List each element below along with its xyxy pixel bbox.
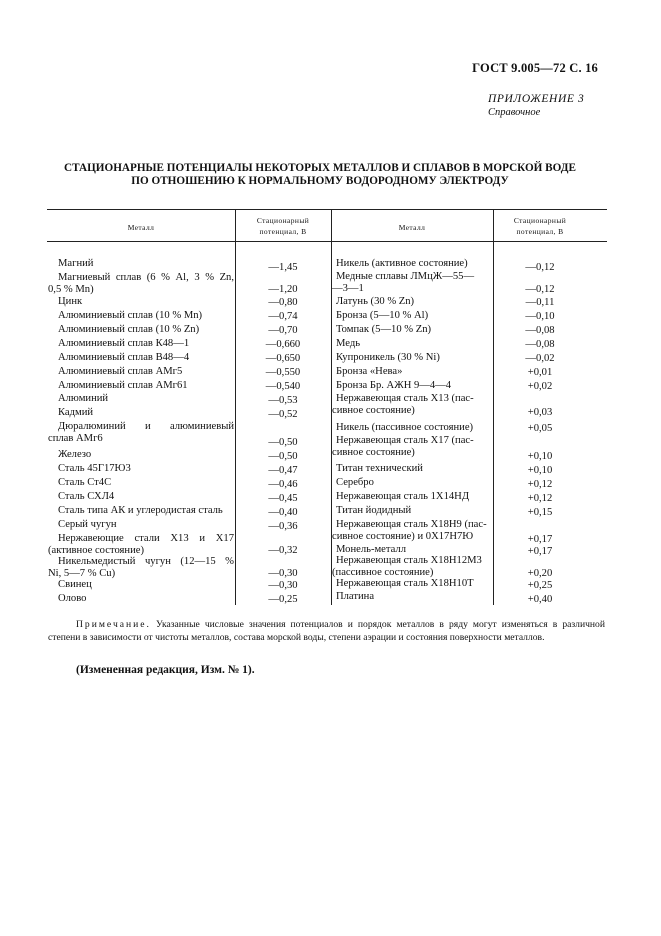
right-metal-name-line: Нержавеющая сталь 1Х14НД [336, 491, 470, 502]
left-potential-value: —0,50 [268, 437, 298, 448]
right-potential-value: +0,10 [527, 451, 553, 462]
left-potential-value: —0,540 [265, 381, 301, 392]
left-metal-name [48, 556, 234, 579]
left-metal-name-line: Цинк [58, 296, 83, 307]
right-metal-name-line: Нержавеющая сталь Х18Н10Т [336, 578, 474, 589]
left-metal-name [48, 272, 234, 295]
right-metal-name-line: Купроникель (30 % Ni) [336, 352, 440, 363]
right-metal-name-line: Никель (активное состояние) [336, 258, 468, 269]
right-metal-name-line: Нержавеющая сталь Х18Н12М3 [336, 555, 482, 566]
right-potential-value: +0,17 [527, 534, 553, 545]
table-title [40, 162, 600, 188]
left-metal-name-line: Олово [58, 593, 87, 604]
title-line-1: СТАЦИОНАРНЫЕ ПОТЕНЦИАЛЫ НЕКОТОРЫХ МЕТАЛЛОВ И СПЛАВОВ В МОРСКОЙ ВОДЕ [64, 162, 576, 174]
left-potential-value: —0,30 [268, 568, 298, 579]
left-metal-name-line: Алюминиевый сплав В48—4 [58, 352, 190, 363]
left-metal-name-line: Алюминиевый сплав К48—1 [58, 338, 190, 349]
right-metal-name [336, 463, 492, 475]
left-metal-name [48, 421, 234, 444]
left-metal-name-line: Нержавеющие стали Х13 и Х17 [58, 533, 234, 544]
left-potential-value: —1,20 [268, 284, 298, 295]
left-metal-name [58, 338, 234, 350]
right-metal-name [336, 491, 492, 503]
left-metal-name-line: Никельмедистый чугун (12—15 % [58, 556, 234, 567]
right-metal-name [332, 519, 492, 542]
left-potential-value: —0,53 [268, 395, 298, 406]
left-potential-value: —0,46 [268, 479, 298, 490]
right-potential-value: —0,08 [525, 325, 555, 336]
right-potential-value: —0,10 [525, 311, 555, 322]
left-metal-name [58, 477, 234, 489]
right-potential-value: +0,15 [527, 507, 553, 518]
right-metal-name-line: сивное состояние) [332, 404, 415, 416]
left-potential-value: —0,47 [268, 465, 298, 476]
note [48, 619, 605, 644]
left-metal-name-line: Сталь СХЛ4 [58, 491, 115, 502]
left-potential-value: —0,74 [268, 311, 298, 322]
left-metal-name [58, 579, 234, 591]
left-potential-value: —0,70 [268, 325, 298, 336]
right-metal-name [336, 338, 492, 350]
left-metal-name-line: Алюминий [58, 393, 109, 404]
right-metal-name-line: Бронза Бр. АЖН 9—4—4 [336, 380, 452, 391]
left-metal-name-line: Алюминиевый сплав (10 % Mn) [58, 310, 203, 321]
left-metal-name [58, 519, 234, 531]
right-metal-name-line: Серебро [336, 477, 374, 488]
left-potential-value: —0,52 [268, 409, 298, 420]
right-metal-name-line: Латунь (30 % Zn) [336, 296, 415, 307]
document-reference: ГОСТ 9.005—72 С. 16 [472, 61, 598, 75]
header-metal-right: Металл [398, 223, 426, 232]
appendix-type: Справочное [488, 107, 541, 118]
title-line-2: ПО ОТНОШЕНИЮ К НОРМАЛЬНОМУ ВОДОРОДНОМУ ЭЛЕКТРОДУ [131, 175, 509, 187]
right-metal-name [336, 258, 492, 270]
left-metal-name [58, 407, 234, 419]
left-metal-name-line: сплав АМг6 [48, 432, 103, 444]
right-potential-value: +0,02 [527, 381, 553, 392]
left-metal-name-line: Кадмий [58, 407, 94, 418]
right-metal-name [332, 435, 492, 458]
amendment-note: (Измененная редакция, Изм. № 1). [76, 664, 255, 676]
left-metal-name [58, 393, 234, 405]
right-metal-name-line: Монель-металл [336, 544, 407, 555]
right-metal-name-line: Медные сплавы ЛМцЖ—55— [336, 271, 475, 282]
right-potential-value: +0,12 [527, 479, 553, 490]
left-metal-name-line: Серый чугун [58, 519, 117, 530]
right-metal-name-line: Нержавеющая сталь Х17 (пас- [336, 435, 474, 446]
right-potential-value: +0,25 [527, 580, 553, 591]
right-metal-name-line: Титан йодидный [336, 505, 412, 516]
right-potential-value: +0,40 [527, 594, 553, 605]
right-metal-name-line: сивное состояние) и 0Х17Н7Ю [332, 530, 474, 542]
right-metal-name-line: Нержавеющая сталь Х13 (пас- [336, 393, 474, 404]
left-potential-value: —0,36 [268, 521, 298, 532]
right-potential-value: +0,03 [527, 407, 553, 418]
right-metal-name-line: Томпак (5—10 % Zn) [336, 324, 432, 335]
right-metal-name-line: Никель (пассивное состояние) [336, 422, 474, 433]
header-metal-left: Металл [127, 223, 155, 232]
note-label: Примечание. [76, 619, 151, 630]
left-metal-name [58, 593, 234, 605]
left-potential-value: —0,25 [268, 594, 298, 605]
right-metal-name-line: —3—1 [332, 282, 364, 294]
left-potential-value: —0,32 [268, 545, 298, 556]
right-metal-name-line: Бронза (5—10 % Al) [336, 310, 429, 321]
right-metal-name-line: Нержавеющая сталь Х18Н9 (пас- [336, 519, 487, 530]
left-metal-name [58, 505, 234, 517]
header-potential-left-line1: Стационарный [256, 216, 310, 225]
left-potential-value: —0,80 [268, 297, 298, 308]
header-potential-right [494, 215, 586, 237]
right-metal-name [332, 271, 492, 294]
left-metal-name [58, 310, 234, 322]
right-metal-name [336, 310, 492, 322]
right-metal-name [336, 422, 492, 434]
right-metal-name [336, 505, 492, 517]
left-metal-name-line: Дюралюминий и алюминиевый [58, 421, 234, 432]
left-potential-value: —0,30 [268, 580, 298, 591]
right-metal-name [336, 324, 492, 336]
right-metal-name-line: Титан технический [336, 463, 423, 474]
right-potential-value: —0,12 [525, 262, 555, 273]
left-metal-name [48, 533, 234, 556]
left-metal-name [58, 366, 234, 378]
left-metal-name-line: Алюминиевый сплав АМг61 [58, 380, 188, 391]
left-metal-name-line: Магний [58, 258, 94, 269]
left-metal-name-line: Ni, 5—7 % Cu) [48, 567, 116, 579]
left-potential-value: —1,45 [268, 262, 298, 273]
right-metal-name [336, 296, 492, 308]
right-metal-name [332, 393, 492, 416]
right-metal-name [336, 591, 492, 603]
left-metal-name [58, 463, 234, 475]
header-potential-right-line1: Стационарный [513, 216, 567, 225]
right-metal-name [336, 578, 492, 590]
left-metal-name [58, 380, 234, 392]
left-potential-value: —0,550 [265, 367, 301, 378]
left-potential-value: —0,660 [265, 339, 301, 350]
left-metal-name-line: Сталь Ст4С [58, 477, 112, 488]
left-metal-name [58, 324, 234, 336]
note-text: Указанные числовые значения потенциалов и порядок металлов в ряду могут изменяться в различной степени в зависимости от чистоты металлов, состава морской воды, степени аэрации и состояния поверхности металлов. [48, 619, 605, 643]
left-metal-name [58, 258, 234, 270]
header-potential-left-line2: потенциал, В [259, 227, 307, 236]
right-metal-name-line: Медь [336, 338, 361, 349]
left-metal-name-line: 0,5 % Mn) [48, 283, 94, 295]
appendix-label: ПРИЛОЖЕНИЕ 3 [488, 93, 585, 105]
right-potential-value: +0,05 [527, 423, 553, 434]
right-potential-value: —0,11 [525, 297, 555, 308]
left-metal-name [58, 449, 234, 461]
right-potential-value: +0,17 [527, 546, 553, 557]
left-metal-name-line: Алюминиевый сплав (10 % Zn) [58, 324, 200, 335]
right-potential-value: +0,01 [527, 367, 553, 378]
left-metal-name [58, 296, 234, 308]
table-header-rule [47, 241, 607, 242]
left-metal-name-line: Сталь 45Г17Ю3 [58, 463, 131, 474]
left-metal-name-line: Магниевый сплав (6 % Al, 3 % Zn, [58, 272, 234, 283]
header-potential-right-line2: потенциал, В [516, 227, 564, 236]
left-potential-value: —0,40 [268, 507, 298, 518]
right-metal-name [336, 544, 492, 556]
right-metal-name-line: (пассивное состояние) [332, 566, 434, 578]
right-potential-value: —0,08 [525, 339, 555, 350]
right-metal-name [336, 380, 492, 392]
left-potential-value: —0,50 [268, 451, 298, 462]
left-metal-name-line: (активное состояние) [48, 544, 144, 556]
header-potential-left [236, 215, 330, 237]
right-metal-name [336, 352, 492, 364]
right-metal-name-line: сивное состояние) [332, 446, 415, 458]
left-potential-value: —0,45 [268, 493, 298, 504]
right-metal-name [332, 555, 492, 578]
table-top-rule [47, 209, 607, 210]
right-potential-value: —0,02 [525, 353, 555, 364]
right-potential-value: +0,10 [527, 465, 553, 476]
left-metal-name-line: Сталь типа АК и углеродистая сталь [58, 505, 223, 516]
right-metal-name [336, 477, 492, 489]
right-potential-value: +0,12 [527, 493, 553, 504]
right-potential-value: —0,12 [525, 284, 555, 295]
right-metal-name [336, 366, 492, 378]
left-metal-name-line: Железо [58, 449, 92, 460]
left-metal-name-line: Алюминиевый сплав АМг5 [58, 366, 183, 377]
left-metal-name-line: Свинец [58, 579, 92, 590]
right-potential-value: +0,20 [527, 568, 553, 579]
right-metal-name-line: Платина [336, 591, 375, 602]
right-metal-name-line: Бронза «Нева» [336, 366, 403, 377]
left-potential-value: —0,650 [265, 353, 301, 364]
left-metal-name [58, 352, 234, 364]
left-metal-name [58, 491, 234, 503]
